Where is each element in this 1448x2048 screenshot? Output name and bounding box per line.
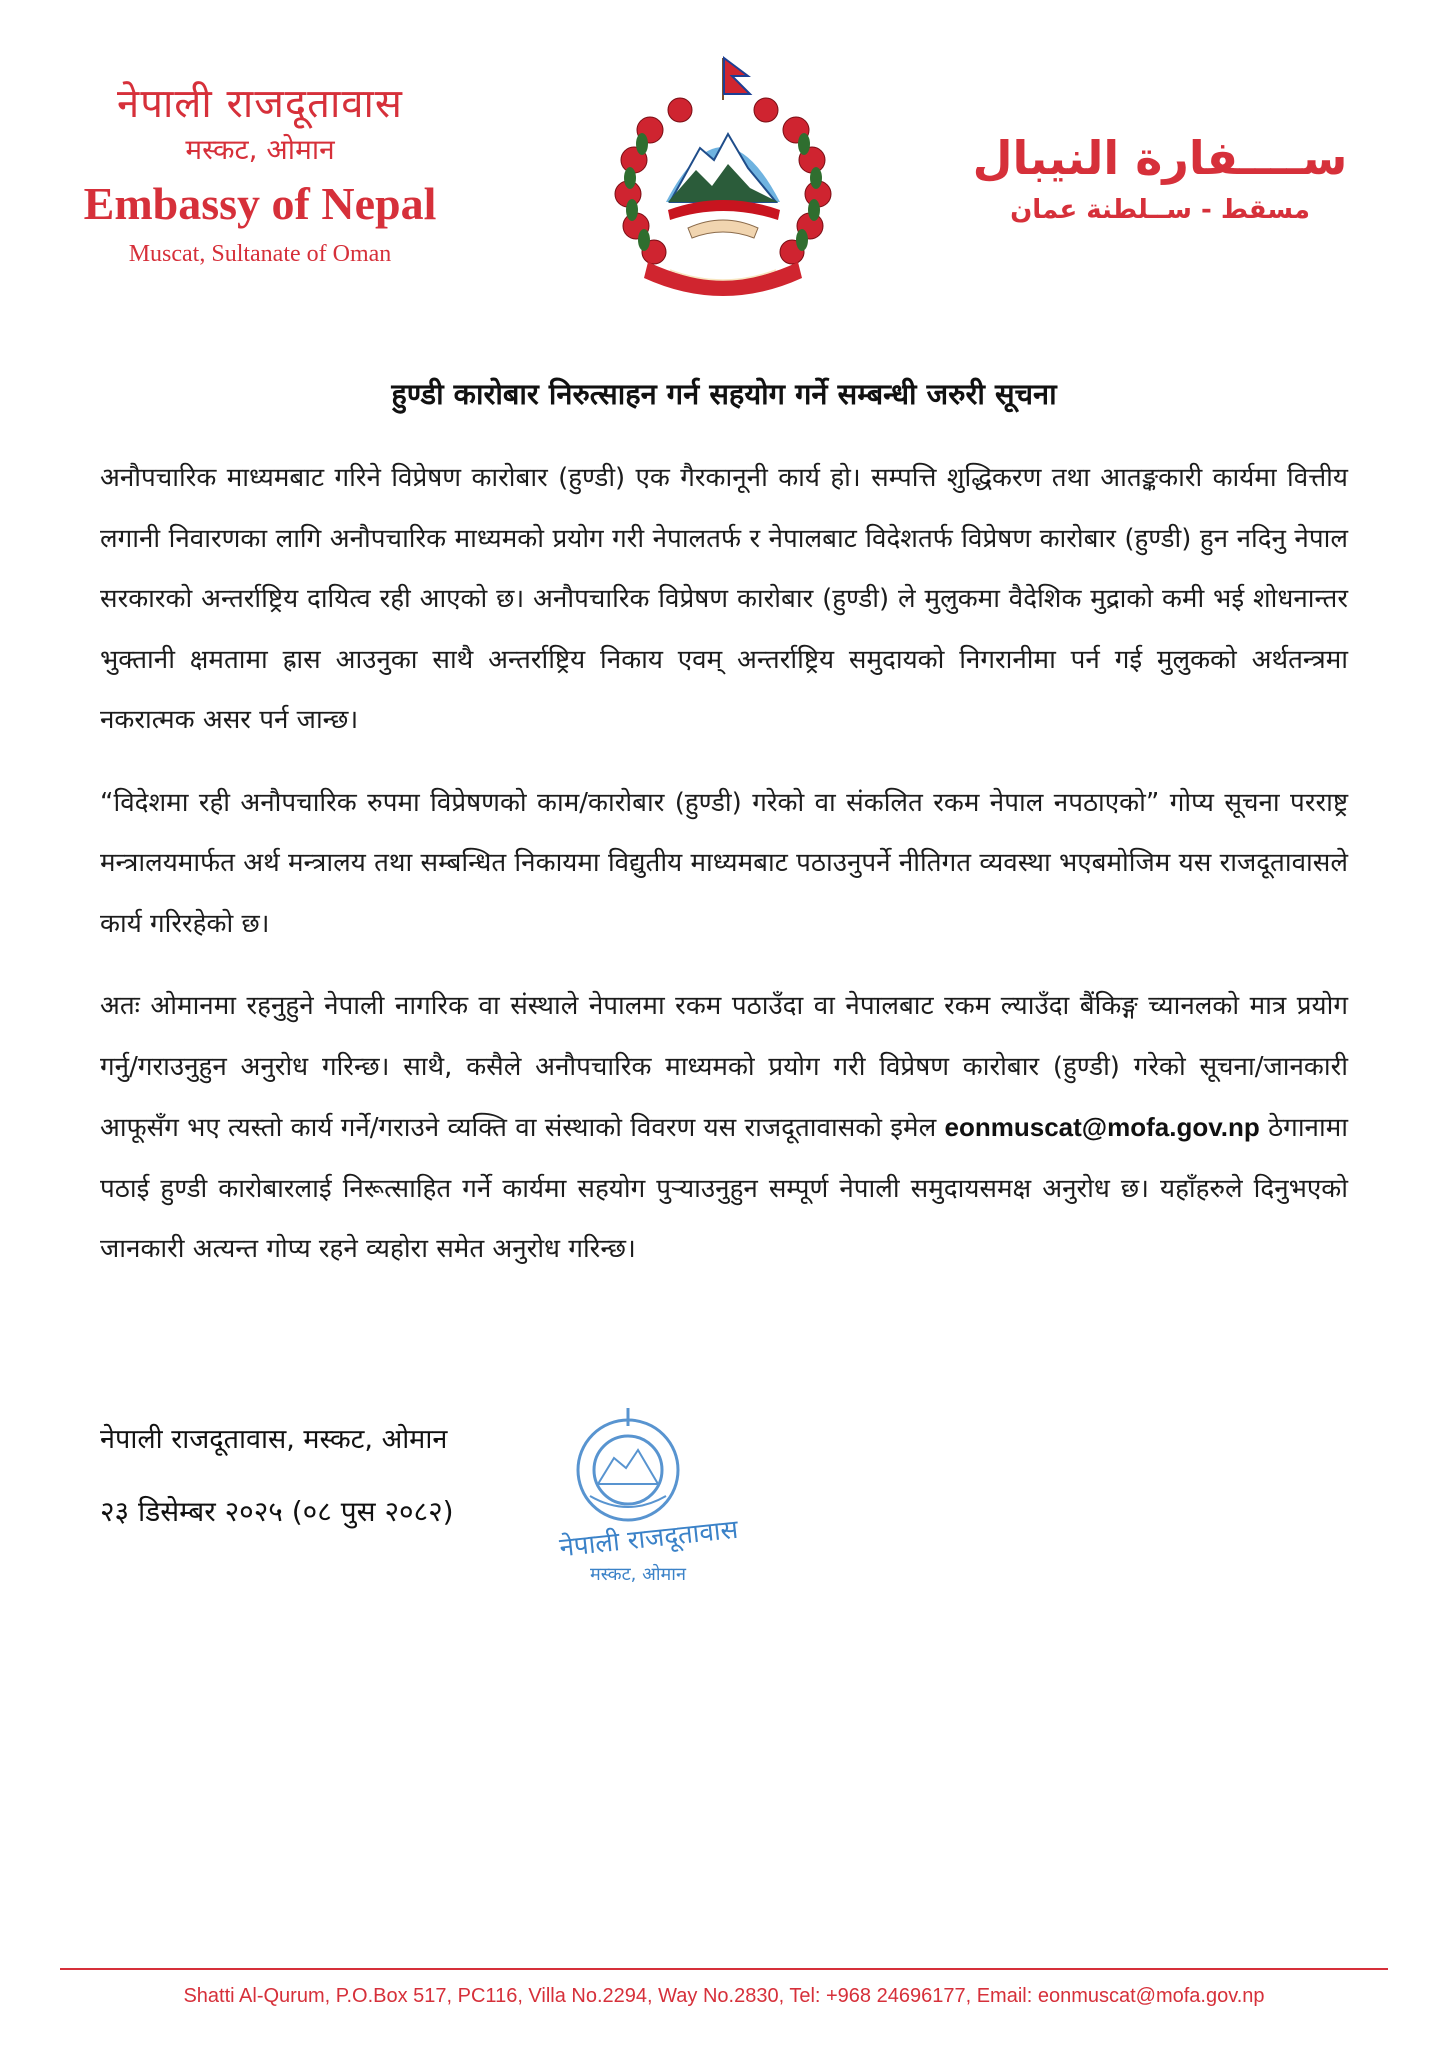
embassy-city-english: Muscat, Sultanate of Oman [128, 241, 392, 267]
footer-address: Shatti Al-Qurum, P.O.Box 517, PC116, Villa No.2294, Way No.2830, Tel: +968 24696177, Email: eonmuscat@mofa.gov.np [183, 1985, 1265, 2007]
paragraph-3-text: अतः ओमानमा रहनुहुने नेपाली नागरिक वा संस्थाले नेपालमा रकम पठाउँदा वा नेपालबाट रकम ल्याउँदा बैंकिङ्ग च्यानलको मात्र प्रयोग गर्नु/गराउनुहुन अनुरोध गरिन्छ। साथै, कसैले अनौपचारिक माध्यमको प्रयोग गरी विप्रेषण कारोबार (हुण्डी) गरेको सूचना/जानकारी आफूसँग भए त्यस्तो कार्य गर्ने/गराउने व्यक्ति वा संस्थाको विवरण यस राजदूतावासको इमेल [100, 991, 1348, 1143]
paragraph-2: “विदेशमा रही अनौपचारिक रुपमा विप्रेषणको काम/कारोबार (हुण्डी) गरेको वा संकलित रकम नेपाल नपठाएको” गोप्य सूचना परराष्ट्र मन्त्रालयमार्फत अर्थ मन्त्रालय तथा सम्बन्धित निकायमा विद्युतीय माध्यमबाट पठाउनुपर्ने नीतिगत व्यवस्था भएबमोजिम यस राजदूतावासले कार्य गरिरहेको छ। [100, 787, 1348, 939]
stamp-city-text: मस्कट, ओमान [590, 1564, 686, 1585]
paragraph-1: अनौपचारिक माध्यमबाट गरिने विप्रेषण कारोबार (हुण्डी) एक गैरकानूनी कार्य हो। सम्पत्ति शुद्धिकरण तथा आतङ्ककारी कार्यमा वित्तीय लगानी निवारणका लागि अनौपचारिक माध्यमको प्रयोग गरी नेपालतर्फ र नेपालबाट विदेशतर्फ विप्रेषण कारोबार (हुण्डी) हुन नदिनु नेपाल सरकारको अन्तर्राष्ट्रिय दायित्व रही आएको छ। अनौपचारिक विप्रेषण कारोबार (हुण्डी) ले मुलुकमा वैदेशिक मुद्राको कमी भई शोधनान्तर भुक्तानी क्षमतामा ह्रास आउनुका साथै अन्तर्राष्ट्रिय निकाय एवम् अन्तर्राष्ट्रिय समुदायको निगरानीमा पर्न गई मुलुकको अर्थतन्त्रमा नकरात्मक असर पर्न जान्छ। [100, 463, 1348, 735]
email-link[interactable]: eonmuscat@mofa.gov.np [944, 1112, 1260, 1142]
embassy-name-arabic: ســــفارة النيبال [972, 131, 1348, 185]
date-line: २३ डिसेम्बर २०२५ (०८ पुस २०८२) [100, 1495, 454, 1528]
embassy-city-nepali: मस्कट, ओमान [185, 133, 335, 166]
embassy-city-arabic: مسقط - ســلطنة عمان [1010, 195, 1310, 225]
nepal-coat-of-arms-icon [588, 52, 858, 302]
notice-title: हुण्डी कारोबार निरुत्साहन गर्न सहयोग गर्ने सम्बन्धी जरुरी सूचना [391, 377, 1057, 411]
stamp-main-text: नेपाली राजदूतावास [558, 1514, 740, 1564]
letterhead-left [40, 80, 480, 272]
footer-divider [60, 1968, 1388, 1970]
embassy-name-english: Embassy of Nepal [83, 178, 437, 229]
embassy-round-stamp-icon [540, 1400, 740, 1600]
signature-block [100, 1418, 454, 1534]
notice-body [100, 448, 1348, 1302]
paragraph-3 [100, 976, 1348, 1280]
embassy-name-nepali: नेपाली राजदूतावास [117, 81, 403, 127]
paragraph-3-text-end: ठेगानामा पठाई हुण्डी कारोबारलाई निरूत्साहित गर्ने कार्यमा सहयोग पुऱ्याउनुहुन सम्पूर्ण नेपाली समुदायसमक्ष अनुरोध छ। यहाँहरुले दिनुभएको जानकारी अत्यन्त गोप्य रहने व्यहोरा समेत अनुरोध गरिन्छ। [100, 1113, 1349, 1264]
issuer-line: नेपाली राजदूतावास, मस्कट, ओमान [100, 1424, 448, 1455]
letterhead-right [940, 128, 1380, 230]
